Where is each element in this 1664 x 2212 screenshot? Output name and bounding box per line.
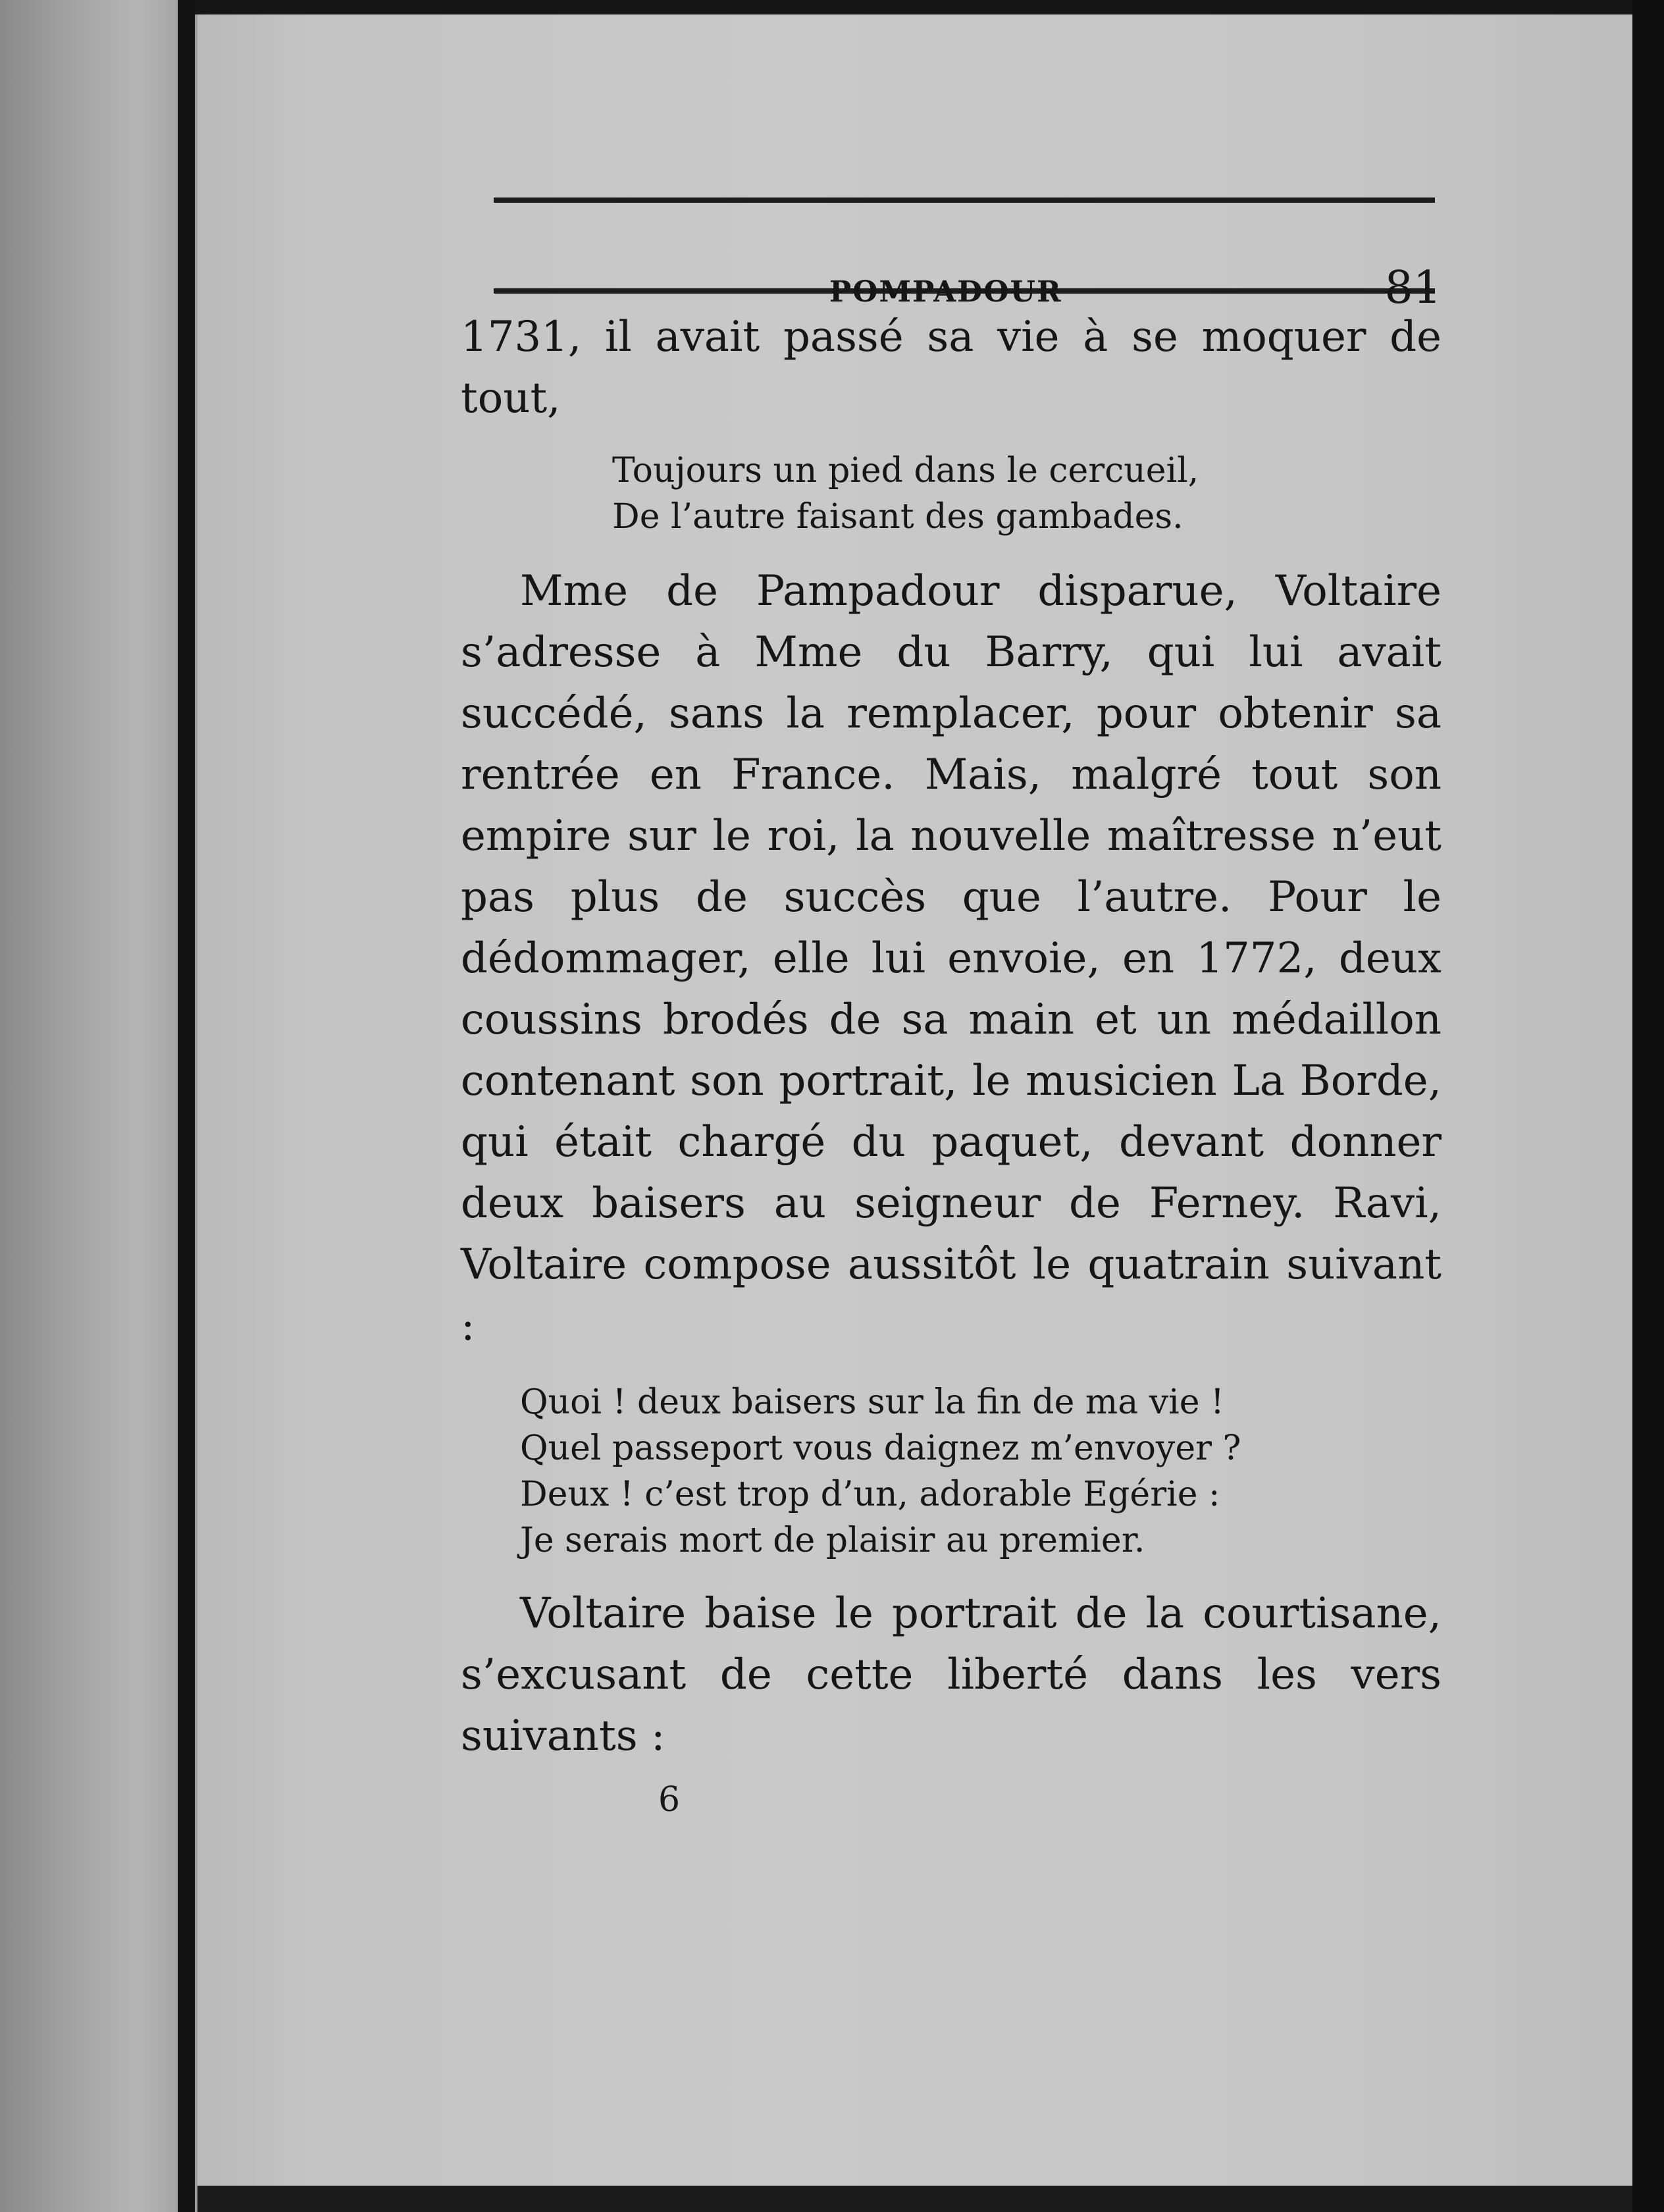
- book-spine-shadow: [178, 0, 195, 2212]
- verse-couplet: [612, 448, 1442, 540]
- verse-line: Je serais mort de plaisir au premier.: [520, 1521, 1145, 1560]
- right-edge-shadow: [1632, 0, 1664, 2212]
- paragraph: Voltaire baise le portrait de la courtisane, s’excusant de cette liberté dans les vers suivants :: [461, 1589, 1442, 1760]
- page-header: [461, 203, 1442, 314]
- top-edge-shadow: [195, 0, 1632, 14]
- page-content: [461, 198, 1442, 1820]
- header-top-rule: [494, 198, 1435, 203]
- verse-quatrain: [520, 1379, 1442, 1564]
- page-number: 81: [1384, 262, 1442, 314]
- verse-line: De l’autre faisant des gambades.: [612, 497, 1183, 537]
- verse-line: Quoi ! deux baisers sur la fin de ma vie !: [520, 1382, 1224, 1422]
- verse-line: Deux ! c’est trop d’un, adorable Egérie :: [520, 1475, 1220, 1514]
- paragraph: Mme de Pampadour disparue, Voltaire s’adresse à Mme du Barry, qui lui avait succédé, sans la remplacer, pour obtenir sa rentrée en France. Mais, malgré tout son empire sur le roi, la nouvelle maîtresse n’eut pas plus de succès que l’autre. Pour le dédommager, elle lui envoie, en 1772, deux coussins brodés de sa main et un médaillon contenant son portrait, le musicien La Borde, qui était chargé du paquet, devant donner deux baisers au seigneur de Ferney. Ravi, Voltaire compose aussitôt le quatrain suivant :: [461, 567, 1442, 1350]
- verse-line: Toujours un pied dans le cercueil,: [612, 451, 1199, 490]
- signature-mark: 6: [658, 1780, 681, 1820]
- left-margin-strip: [0, 0, 197, 2212]
- paragraph: 1731, il avait passé sa vie à se moquer de tout,: [461, 313, 1442, 423]
- verse-line: Quel passeport vous daignez m’envoyer ?: [520, 1429, 1241, 1468]
- running-head: POMPADOUR: [829, 275, 1062, 309]
